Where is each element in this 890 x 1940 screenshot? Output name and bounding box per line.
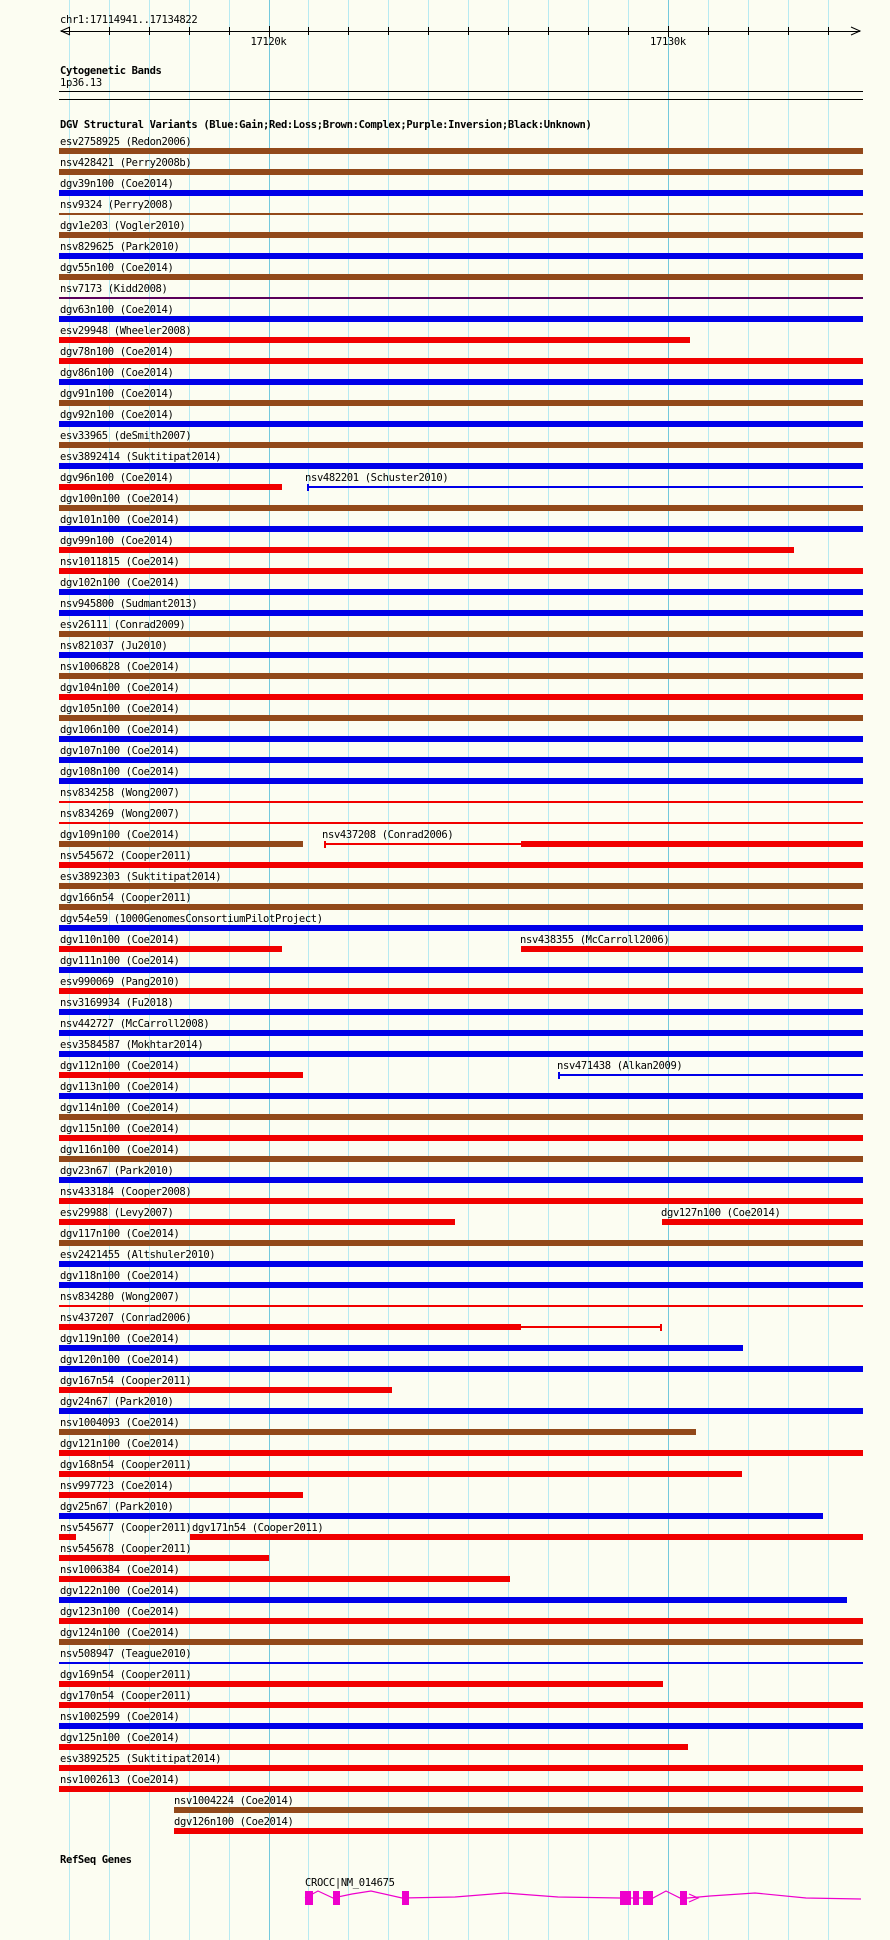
variant-label[interactable]: dgv92n100 (Coe2014) bbox=[60, 409, 174, 421]
variant-label[interactable]: nsv1002613 (Coe2014) bbox=[60, 1774, 180, 1786]
variant-label[interactable]: esv26111 (Conrad2009) bbox=[60, 619, 186, 631]
variant-label[interactable]: nsv442727 (McCarroll2008) bbox=[60, 1018, 210, 1030]
variant-bar[interactable] bbox=[59, 1702, 863, 1708]
variant-label[interactable]: nsv9324 (Perry2008) bbox=[60, 199, 174, 211]
variant-label[interactable]: nsv1006384 (Coe2014) bbox=[60, 1564, 180, 1576]
variant-endpoint-tick bbox=[324, 841, 326, 848]
variant-bar[interactable] bbox=[59, 1408, 863, 1414]
variant-bar[interactable] bbox=[59, 631, 863, 637]
refseq-section-title: RefSeq Genes bbox=[60, 1854, 132, 1866]
variant-bar[interactable] bbox=[59, 379, 863, 385]
gene-exon[interactable] bbox=[643, 1891, 653, 1905]
variant-label[interactable]: nsv545677 (Cooper2011) bbox=[60, 1522, 192, 1534]
variant-bar[interactable] bbox=[59, 778, 863, 784]
right-arrow-icon bbox=[851, 27, 860, 35]
cytogenetic-section-title: Cytogenetic Bands bbox=[60, 65, 162, 77]
variant-bar[interactable] bbox=[59, 1345, 743, 1351]
variant-label[interactable]: dgv39n100 (Coe2014) bbox=[60, 178, 174, 190]
ruler-tick-label: 17120k bbox=[250, 36, 287, 48]
variant-label[interactable]: dgv54e59 (1000GenomesConsortiumPilotProject) bbox=[60, 913, 323, 925]
cytoband-box[interactable] bbox=[59, 91, 863, 100]
variant-label[interactable]: nsv3169934 (Fu2018) bbox=[60, 997, 174, 1009]
variant-bar[interactable] bbox=[174, 1807, 863, 1813]
variant-bar[interactable] bbox=[59, 904, 863, 910]
variant-label[interactable]: dgv127n100 (Coe2014) bbox=[661, 1207, 781, 1219]
variant-label[interactable]: esv3892303 (Suktitipat2014) bbox=[60, 871, 222, 883]
variant-bar[interactable] bbox=[59, 1429, 696, 1435]
variant-bar[interactable] bbox=[521, 841, 863, 847]
variant-label[interactable]: dgv110n100 (Coe2014) bbox=[60, 934, 180, 946]
variant-bar[interactable] bbox=[59, 358, 863, 364]
variant-label[interactable]: nsv545672 (Cooper2011) bbox=[60, 850, 192, 862]
variant-bar[interactable] bbox=[59, 1261, 863, 1267]
variant-bar[interactable] bbox=[59, 1723, 863, 1729]
variant-label[interactable]: dgv101n100 (Coe2014) bbox=[60, 514, 180, 526]
variant-bar[interactable] bbox=[59, 1618, 863, 1624]
variant-label[interactable]: dgv96n100 (Coe2014) bbox=[60, 472, 174, 484]
variant-bar[interactable] bbox=[59, 1324, 521, 1330]
variant-label[interactable]: dgv109n100 (Coe2014) bbox=[60, 829, 180, 841]
variant-label[interactable]: dgv121n100 (Coe2014) bbox=[60, 1438, 180, 1450]
variant-bar[interactable] bbox=[59, 1135, 863, 1141]
variant-label[interactable]: dgv104n100 (Coe2014) bbox=[60, 682, 180, 694]
variant-bar[interactable] bbox=[662, 1219, 863, 1225]
variant-bar[interactable] bbox=[59, 841, 303, 847]
variant-label[interactable]: dgv86n100 (Coe2014) bbox=[60, 367, 174, 379]
variant-label[interactable]: dgv168n54 (Cooper2011) bbox=[60, 1459, 192, 1471]
variant-bar[interactable] bbox=[59, 1219, 455, 1225]
variant-bar[interactable] bbox=[307, 486, 863, 488]
variant-label[interactable]: esv33965 (deSmith2007) bbox=[60, 430, 192, 442]
variant-label[interactable]: dgv100n100 (Coe2014) bbox=[60, 493, 180, 505]
variant-bar[interactable] bbox=[59, 736, 863, 742]
variant-bar[interactable] bbox=[59, 694, 863, 700]
variant-bar[interactable] bbox=[59, 253, 863, 259]
variant-bar[interactable] bbox=[59, 1744, 688, 1750]
variant-bar[interactable] bbox=[59, 1114, 863, 1120]
variant-label[interactable]: dgv1e203 (Vogler2010) bbox=[60, 220, 186, 232]
variant-bar[interactable] bbox=[174, 1828, 863, 1834]
variant-label[interactable]: esv29948 (Wheeler2008) bbox=[60, 325, 192, 337]
variant-bar[interactable] bbox=[59, 715, 863, 721]
variant-bar[interactable] bbox=[59, 1051, 863, 1057]
variant-bar[interactable] bbox=[59, 862, 863, 868]
variant-label[interactable]: dgv24n67 (Park2010) bbox=[60, 1396, 174, 1408]
variant-label[interactable]: dgv105n100 (Coe2014) bbox=[60, 703, 180, 715]
variant-bar[interactable] bbox=[59, 1072, 303, 1078]
variant-bar[interactable] bbox=[59, 1009, 863, 1015]
variant-label[interactable]: nsv829625 (Park2010) bbox=[60, 241, 180, 253]
gene-exon[interactable] bbox=[333, 1891, 340, 1905]
variant-label[interactable]: nsv997723 (Coe2014) bbox=[60, 1480, 174, 1492]
variant-label[interactable]: nsv437208 (Conrad2006) bbox=[322, 829, 454, 841]
variant-endpoint-tick bbox=[307, 484, 309, 491]
variant-bar[interactable] bbox=[59, 1492, 303, 1498]
variant-label[interactable]: dgv166n54 (Cooper2011) bbox=[60, 892, 192, 904]
variant-label[interactable]: nsv834258 (Wong2007) bbox=[60, 787, 180, 799]
gene-exon[interactable] bbox=[680, 1891, 687, 1905]
variant-label[interactable]: esv2758925 (Redon2006) bbox=[60, 136, 192, 148]
variant-bar[interactable] bbox=[59, 988, 863, 994]
variant-bar[interactable] bbox=[59, 822, 863, 824]
variant-bar[interactable] bbox=[59, 169, 863, 175]
variant-bar[interactable] bbox=[59, 505, 863, 511]
gene-exon[interactable] bbox=[402, 1891, 409, 1905]
variant-label[interactable]: dgv102n100 (Coe2014) bbox=[60, 577, 180, 589]
variant-bar[interactable] bbox=[59, 673, 863, 679]
variant-bar[interactable] bbox=[558, 1074, 863, 1076]
variant-bar[interactable] bbox=[59, 297, 863, 299]
variant-label[interactable]: dgv106n100 (Coe2014) bbox=[60, 724, 180, 736]
variant-label[interactable]: esv2421455 (Altshuler2010) bbox=[60, 1249, 216, 1261]
variant-label[interactable]: dgv111n100 (Coe2014) bbox=[60, 955, 180, 967]
variant-label[interactable]: dgv63n100 (Coe2014) bbox=[60, 304, 174, 316]
variant-bar[interactable] bbox=[59, 883, 863, 889]
variant-bar[interactable] bbox=[59, 1513, 823, 1519]
variant-bar[interactable] bbox=[59, 1450, 863, 1456]
variant-bar[interactable] bbox=[59, 190, 863, 196]
variant-label[interactable]: dgv78n100 (Coe2014) bbox=[60, 346, 174, 358]
variant-endpoint-tick bbox=[558, 1072, 560, 1079]
variant-bar[interactable] bbox=[59, 1662, 863, 1664]
variant-label[interactable]: esv3584587 (Mokhtar2014) bbox=[60, 1039, 204, 1051]
variant-bar[interactable] bbox=[59, 1597, 847, 1603]
variant-label[interactable]: nsv508947 (Teague2010) bbox=[60, 1648, 192, 1660]
variant-bar[interactable] bbox=[59, 1177, 863, 1183]
variant-label[interactable]: nsv437207 (Conrad2006) bbox=[60, 1312, 192, 1324]
variant-label[interactable]: esv29988 (Levy2007) bbox=[60, 1207, 174, 1219]
variant-bar[interactable] bbox=[59, 316, 863, 322]
variant-bar[interactable] bbox=[59, 652, 863, 658]
gene-label[interactable]: CROCC|NM_014675 bbox=[305, 1877, 395, 1889]
variant-label[interactable]: nsv945800 (Sudmant2013) bbox=[60, 598, 198, 610]
ruler-tick-label: 17130k bbox=[650, 36, 686, 48]
variant-label[interactable]: dgv170n54 (Cooper2011) bbox=[60, 1690, 192, 1702]
variant-bar[interactable] bbox=[59, 1093, 863, 1099]
variant-endpoint-tick bbox=[660, 1324, 662, 1331]
variant-bar[interactable] bbox=[59, 925, 863, 931]
variant-bar[interactable] bbox=[59, 1681, 663, 1687]
variant-bar[interactable] bbox=[59, 1471, 742, 1477]
variant-label[interactable]: dgv108n100 (Coe2014) bbox=[60, 766, 180, 778]
variant-bar[interactable] bbox=[59, 400, 863, 406]
variant-label[interactable]: nsv1002599 (Coe2014) bbox=[60, 1711, 180, 1723]
variant-bar[interactable] bbox=[59, 946, 282, 952]
variant-bar[interactable] bbox=[59, 213, 863, 215]
variant-label[interactable]: nsv471438 (Alkan2009) bbox=[557, 1060, 683, 1072]
variant-label[interactable]: dgv116n100 (Coe2014) bbox=[60, 1144, 180, 1156]
variant-bar[interactable] bbox=[521, 1326, 662, 1328]
variant-label[interactable]: dgv171n54 (Cooper2011) bbox=[192, 1522, 324, 1534]
variant-bar[interactable] bbox=[59, 589, 863, 595]
variant-bar[interactable] bbox=[59, 757, 863, 763]
variant-bar[interactable] bbox=[59, 1534, 76, 1540]
variant-label[interactable]: nsv7173 (Kidd2008) bbox=[60, 283, 168, 295]
variant-label[interactable]: nsv482201 (Schuster2010) bbox=[305, 472, 449, 484]
cytoband-label: 1p36.13 bbox=[60, 77, 102, 89]
variant-label[interactable]: esv3892414 (Suktitipat2014) bbox=[60, 451, 222, 463]
variant-bar[interactable] bbox=[59, 1639, 863, 1645]
variant-label[interactable]: nsv438355 (McCarroll2006) bbox=[520, 934, 670, 946]
variant-label[interactable]: esv3892525 (Suktitipat2014) bbox=[60, 1753, 222, 1765]
variant-label[interactable]: dgv112n100 (Coe2014) bbox=[60, 1060, 180, 1072]
variant-label[interactable]: nsv821037 (Ju2010) bbox=[60, 640, 168, 652]
variant-label[interactable]: esv990069 (Pang2010) bbox=[60, 976, 180, 988]
variant-label[interactable]: nsv834280 (Wong2007) bbox=[60, 1291, 180, 1303]
variant-bar[interactable] bbox=[59, 1387, 392, 1393]
variant-bar[interactable] bbox=[59, 1366, 863, 1372]
variant-bar[interactable] bbox=[59, 526, 863, 532]
variant-label[interactable]: dgv23n67 (Park2010) bbox=[60, 1165, 174, 1177]
variant-label[interactable]: dgv124n100 (Coe2014) bbox=[60, 1627, 180, 1639]
variant-label[interactable]: nsv1004093 (Coe2014) bbox=[60, 1417, 180, 1429]
variant-label[interactable]: dgv55n100 (Coe2014) bbox=[60, 262, 174, 274]
gene-glyph[interactable] bbox=[0, 1885, 890, 1915]
variant-bar[interactable] bbox=[59, 610, 863, 616]
gene-intron-line[interactable] bbox=[305, 1891, 861, 1899]
gene-exon[interactable] bbox=[305, 1891, 313, 1905]
gene-exon[interactable] bbox=[620, 1891, 631, 1905]
variant-label[interactable]: dgv118n100 (Coe2014) bbox=[60, 1270, 180, 1282]
variant-bar[interactable] bbox=[59, 1156, 863, 1162]
variant-label[interactable]: dgv114n100 (Coe2014) bbox=[60, 1102, 180, 1114]
variant-label[interactable]: nsv428421 (Perry2008b) bbox=[60, 157, 192, 169]
variant-label[interactable]: dgv91n100 (Coe2014) bbox=[60, 388, 174, 400]
variant-bar[interactable] bbox=[324, 843, 521, 845]
variant-label[interactable]: dgv113n100 (Coe2014) bbox=[60, 1081, 180, 1093]
variant-bar[interactable] bbox=[59, 337, 690, 343]
variant-bar[interactable] bbox=[59, 1305, 863, 1307]
variant-bar[interactable] bbox=[59, 1576, 510, 1582]
variant-label[interactable]: nsv545678 (Cooper2011) bbox=[60, 1543, 192, 1555]
variant-label[interactable]: nsv1006828 (Coe2014) bbox=[60, 661, 180, 673]
variant-label[interactable]: dgv25n67 (Park2010) bbox=[60, 1501, 174, 1513]
ruler-arrowheads bbox=[0, 0, 890, 60]
variant-bar[interactable] bbox=[59, 442, 863, 448]
variant-label[interactable]: dgv167n54 (Cooper2011) bbox=[60, 1375, 192, 1387]
variant-label[interactable]: nsv834269 (Wong2007) bbox=[60, 808, 180, 820]
variant-bar[interactable] bbox=[59, 463, 863, 469]
variant-bar[interactable] bbox=[59, 967, 863, 973]
variant-label[interactable]: dgv126n100 (Coe2014) bbox=[174, 1816, 294, 1828]
variant-label[interactable]: nsv1004224 (Coe2014) bbox=[174, 1795, 294, 1807]
variant-label[interactable]: nsv433184 (Cooper2008) bbox=[60, 1186, 192, 1198]
variant-label[interactable]: dgv99n100 (Coe2014) bbox=[60, 535, 174, 547]
variant-bar[interactable] bbox=[59, 1198, 863, 1204]
variant-bar[interactable] bbox=[521, 946, 863, 952]
variant-bar[interactable] bbox=[59, 1282, 863, 1288]
variant-label[interactable]: dgv120n100 (Coe2014) bbox=[60, 1354, 180, 1366]
variant-bar[interactable] bbox=[59, 1555, 269, 1561]
variant-bar[interactable] bbox=[59, 232, 863, 238]
variant-label[interactable]: dgv107n100 (Coe2014) bbox=[60, 745, 180, 757]
left-arrow-icon bbox=[61, 27, 70, 35]
variant-bar[interactable] bbox=[59, 421, 863, 427]
variant-bar[interactable] bbox=[59, 1765, 863, 1771]
variant-bar[interactable] bbox=[59, 148, 863, 154]
variant-bar[interactable] bbox=[59, 274, 863, 280]
variant-label[interactable]: dgv119n100 (Coe2014) bbox=[60, 1333, 180, 1345]
variant-bar[interactable] bbox=[59, 1030, 863, 1036]
variant-bar[interactable] bbox=[59, 547, 794, 553]
variant-bar[interactable] bbox=[59, 801, 863, 803]
variant-label[interactable]: dgv122n100 (Coe2014) bbox=[60, 1585, 180, 1597]
variant-label[interactable]: dgv115n100 (Coe2014) bbox=[60, 1123, 180, 1135]
dgv-section-title: DGV Structural Variants (Blue:Gain;Red:Loss;Brown:Complex;Purple:Inversion;Black:Unknown) bbox=[60, 119, 592, 131]
gene-exon[interactable] bbox=[633, 1891, 639, 1905]
variant-bar[interactable] bbox=[59, 484, 282, 490]
variant-label[interactable]: dgv125n100 (Coe2014) bbox=[60, 1732, 180, 1744]
variant-label[interactable]: nsv1011815 (Coe2014) bbox=[60, 556, 180, 568]
variant-bar[interactable] bbox=[59, 1786, 863, 1792]
variant-bar[interactable] bbox=[59, 1240, 863, 1246]
variant-bar[interactable] bbox=[59, 568, 863, 574]
variant-label[interactable]: dgv169n54 (Cooper2011) bbox=[60, 1669, 192, 1681]
variant-label[interactable]: dgv117n100 (Coe2014) bbox=[60, 1228, 180, 1240]
region-label: chr1:17114941..17134822 bbox=[60, 14, 198, 26]
variant-bar[interactable] bbox=[190, 1534, 863, 1540]
variant-label[interactable]: dgv123n100 (Coe2014) bbox=[60, 1606, 180, 1618]
